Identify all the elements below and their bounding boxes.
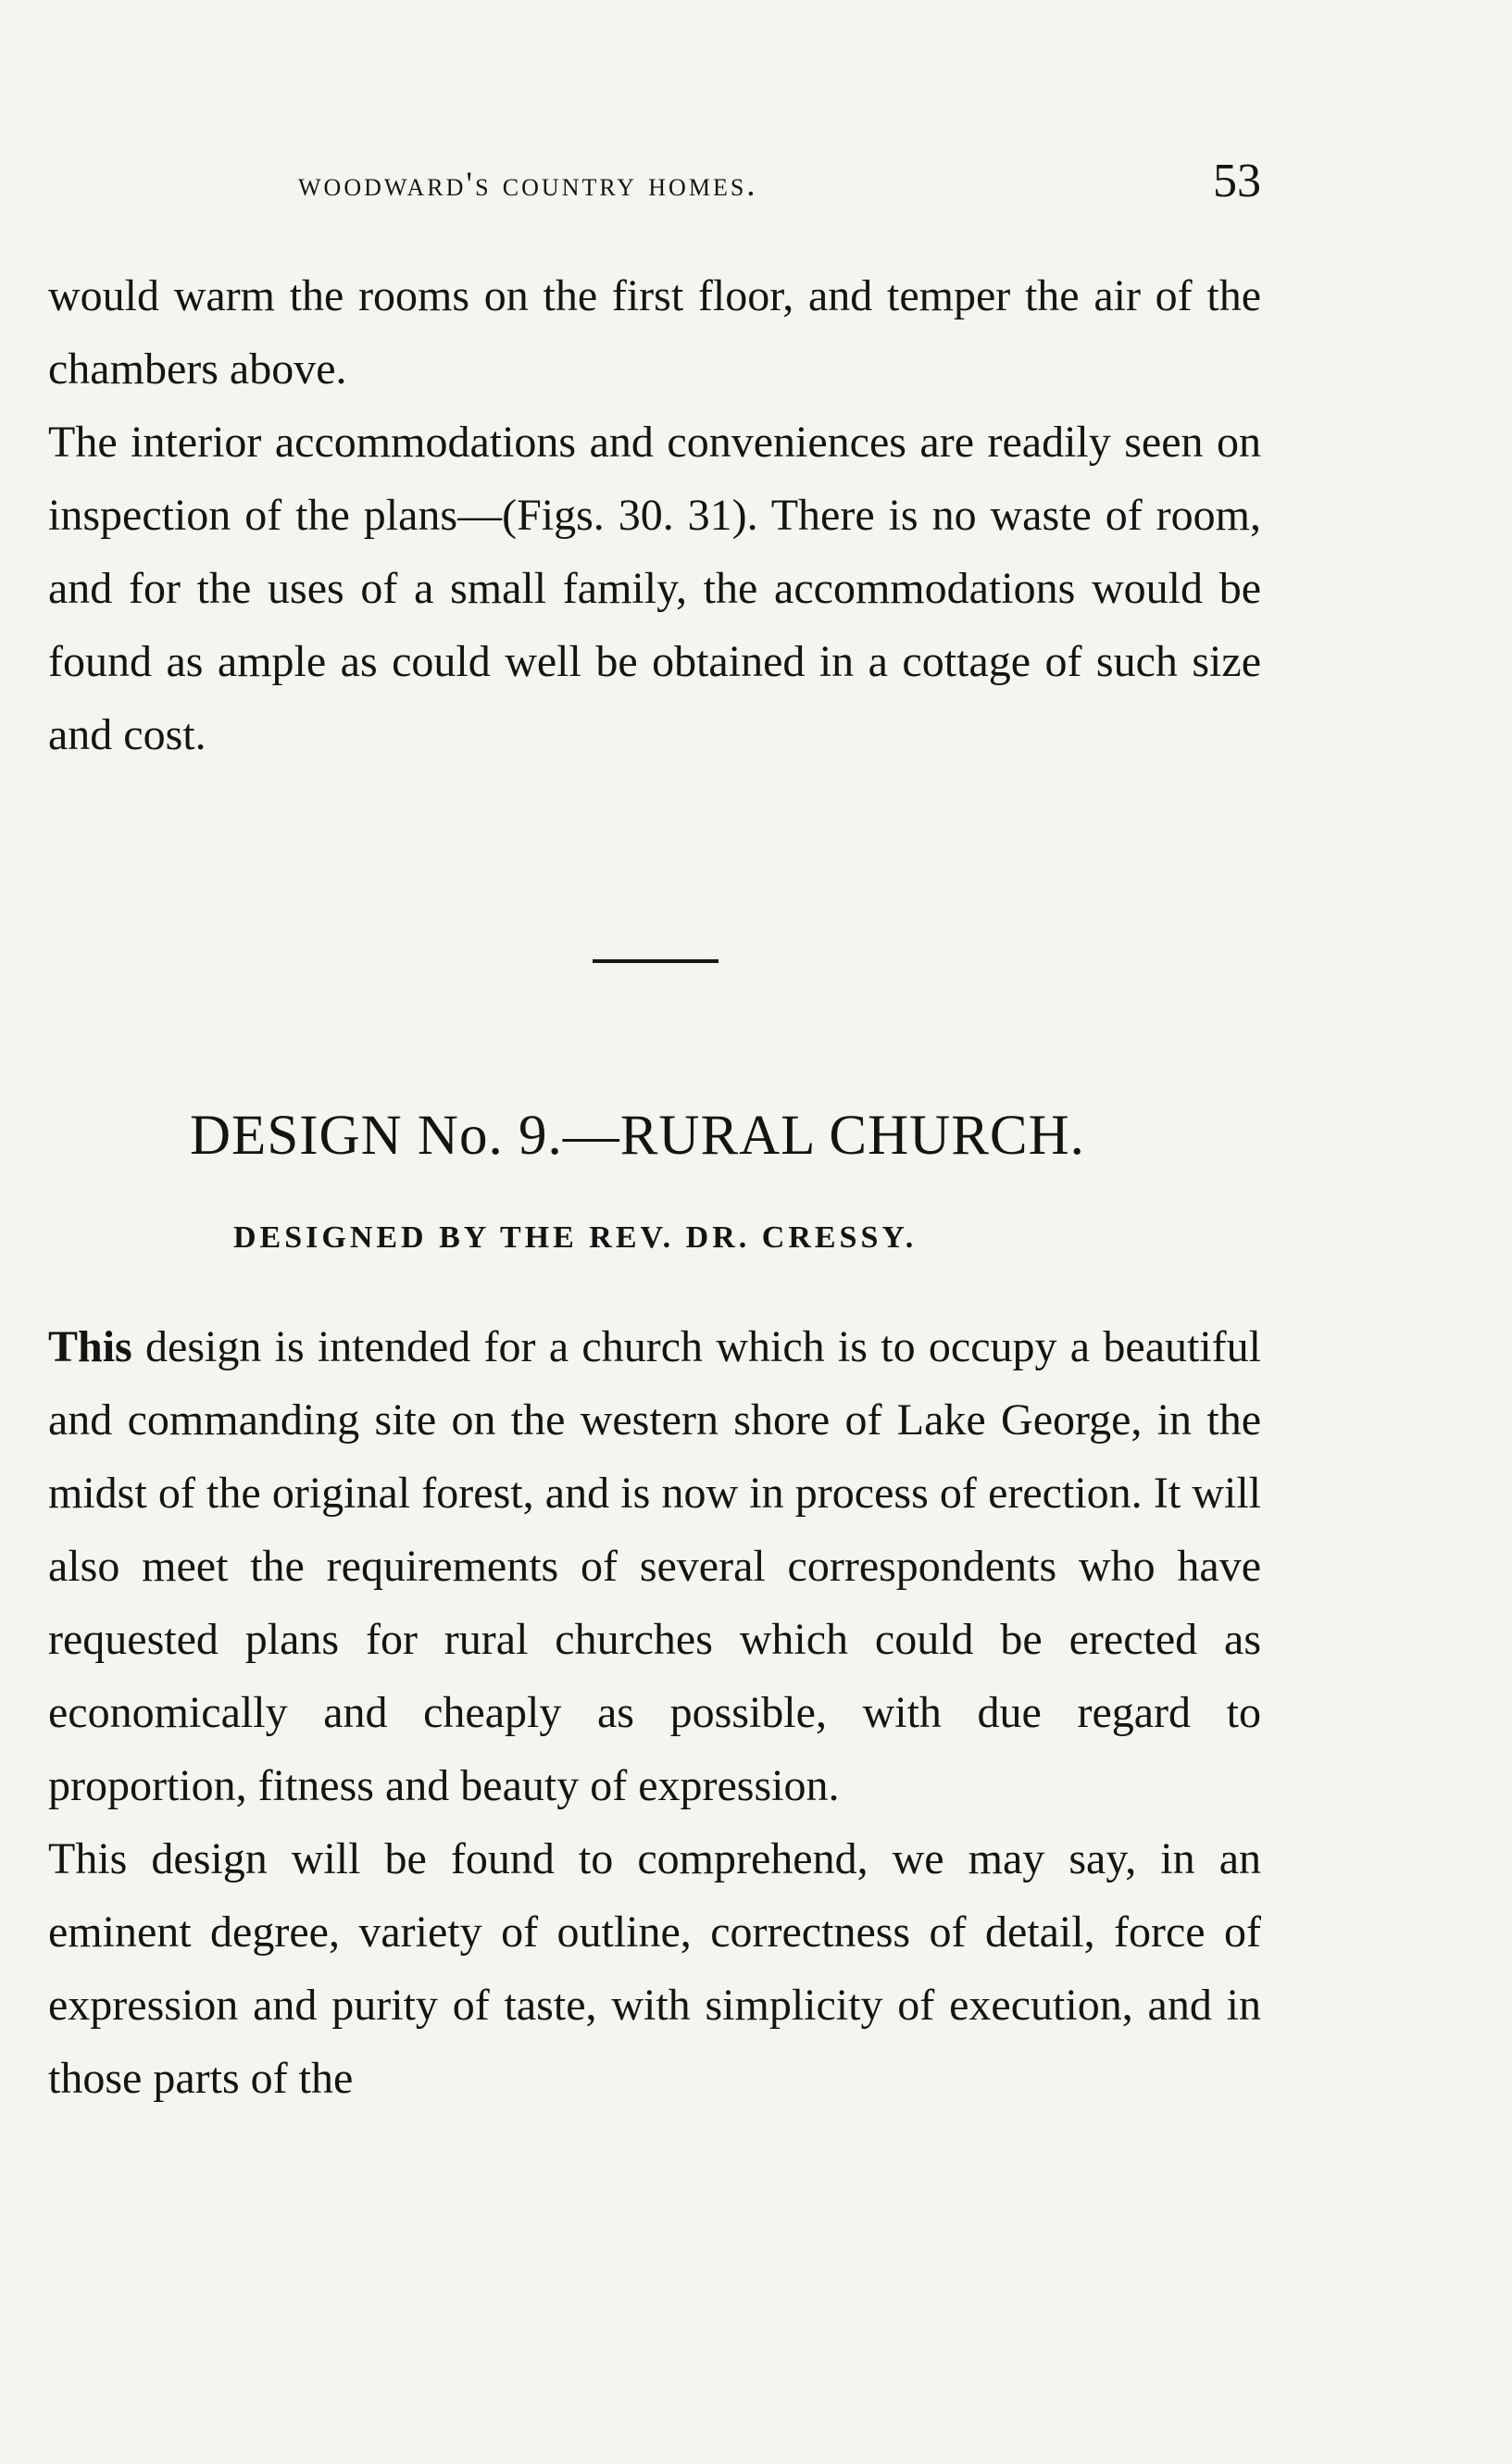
intro-paragraph-1: would warm the rooms on the first floor, and temper the air of the chambers above. xyxy=(48,271,1261,394)
design-paragraph-1-first-word: This xyxy=(48,1322,132,1371)
design-paragraph-1-text: design is intended for a church which is to occupy a beautiful and commanding site on the western shore of Lake George, in the midst of the original forest, and is now in process of erection. It will also meet the requirements of several correspondents who have requested plans for rural churches which could be erected as economically and cheaply as possible, with due regard to proportion, fitness and beauty of expression. xyxy=(48,1322,1261,1810)
design-paragraph-1 xyxy=(48,1310,1261,1822)
designer-credit: DESIGNED BY THE REV. DR. CRESSY. xyxy=(233,1220,918,1255)
page-number: 53 xyxy=(1213,155,1261,207)
design-text-block xyxy=(48,1310,1261,2115)
intro-paragraph-2: The interior accommodations and conveniences are readily seen on inspection of the plans—(Figs. 30. 31). There is no waste of room, and for the uses of a small family, the accommodations would be found as ample as could well be obtained in a cottage of such size and cost. xyxy=(48,418,1261,759)
design-paragraph-2: This design will be found to comprehend, we may say, in an eminent degree, variety of outline, correctness of detail, force of expression and purity of taste, with simplicity of execution, and in those parts of the xyxy=(48,1834,1261,2103)
intro-text-block xyxy=(48,259,1261,771)
running-title: woodward's country homes. xyxy=(298,166,758,204)
running-header xyxy=(298,155,1261,220)
section-divider xyxy=(593,959,719,963)
design-title: DESIGN No. 9.—RURAL CHURCH. xyxy=(190,1105,1085,1167)
